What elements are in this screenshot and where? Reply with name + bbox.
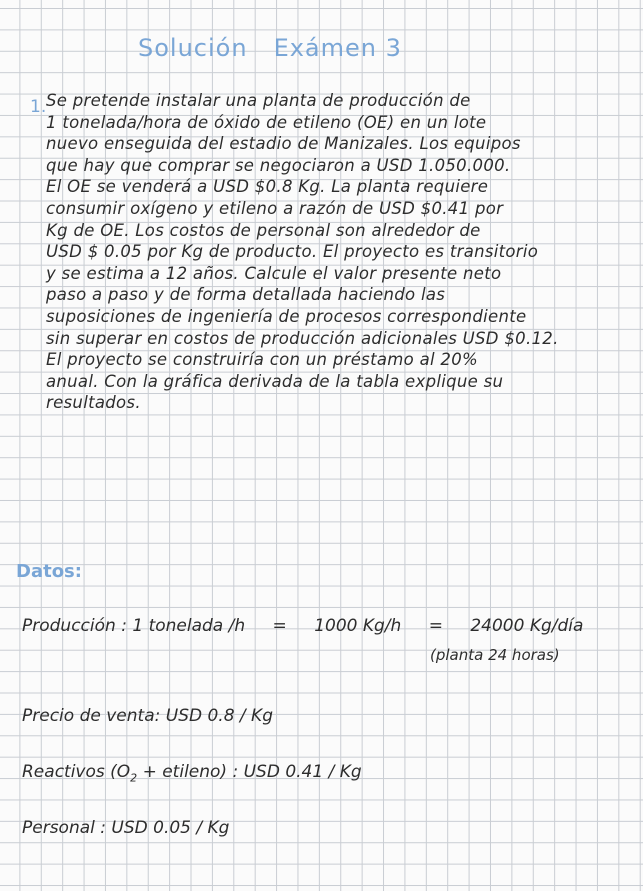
problem-line: paso a paso y de forma detallada haciendo las	[46, 285, 446, 305]
problem-line: que hay que comprar se negociaron a USD 1.050.000.	[46, 155, 511, 175]
problem-line: consumir oxígeno y etileno a razón de USD $0.41 por	[46, 198, 504, 218]
reactivos-row	[22, 762, 362, 784]
problem-line: y se estima a 12 años. Calcule el valor presente neto	[46, 263, 502, 283]
problem-line: sin superar en costos de producción adicionales USD $0.12.	[46, 328, 559, 348]
reactivos-value: USD 0.41 / Kg	[243, 762, 362, 782]
problem-line: suposiciones de ingeniería de procesos correspondiente	[46, 306, 527, 326]
problem-line: El OE se venderá a USD $0.8 Kg. La planta requiere	[46, 177, 489, 197]
reactivos-label-rest: + etileno) :	[137, 762, 239, 782]
title-solucion: Solución	[138, 34, 248, 62]
produccion-note: (planta 24 horas)	[430, 646, 560, 664]
problem-line: 1 tonelada/hora de óxido de etileno (OE) en un lote	[46, 112, 487, 132]
precio-row	[22, 706, 273, 726]
equals-sign: =	[428, 616, 443, 636]
personal-row	[22, 818, 229, 838]
personal-label: Personal :	[22, 818, 107, 838]
problem-line: resultados.	[46, 393, 141, 413]
produccion-value-ton: 1 tonelada /h	[132, 616, 246, 636]
reactivos-label: Reactivos (O	[22, 762, 131, 782]
produccion-value-kgdia: 24000 Kg/día	[470, 616, 584, 636]
produccion-row	[22, 616, 583, 636]
precio-label: Precio de venta:	[22, 706, 161, 726]
produccion-label: Producción :	[22, 616, 127, 636]
title-examen: Exámen 3	[273, 34, 402, 62]
problem-line: Kg de OE. Los costos de personal son alrededor de	[46, 220, 481, 240]
problem-line: Se pretende instalar una planta de producción de	[46, 91, 471, 110]
reactivos-subscript: 2	[130, 771, 138, 785]
problem-statement	[46, 90, 626, 414]
personal-value: USD 0.05 / Kg	[111, 818, 230, 838]
problem-line: anual. Con la gráfica derivada de la tabla explique su	[46, 371, 504, 391]
page-title	[138, 34, 402, 62]
produccion-value-kgh: 1000 Kg/h	[314, 616, 402, 636]
equals-sign: =	[272, 616, 287, 636]
datos-heading: Datos:	[16, 561, 82, 582]
question-number: 1.	[30, 97, 47, 117]
problem-line: USD $ 0.05 por Kg de producto. El proyecto es transitorio	[46, 242, 539, 262]
problem-line: El proyecto se construiría con un préstamo al 20%	[46, 350, 478, 370]
precio-value: USD 0.8 / Kg	[165, 706, 273, 726]
problem-line: nuevo enseguida del estadio de Manizales. Los equipos	[46, 134, 521, 154]
